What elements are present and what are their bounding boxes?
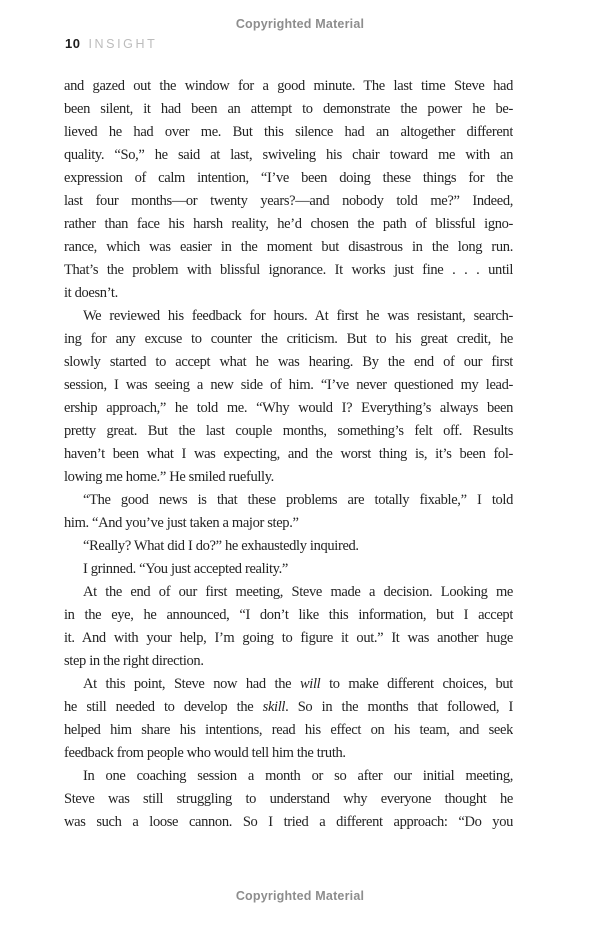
- text-line: I grinned. “You just accepted reality.”: [83, 561, 288, 577]
- text-line: quality. “So,” he said at last, swiveling his chair toward me with an: [64, 147, 513, 163]
- paragraph: [64, 75, 513, 305]
- paragraph: [64, 489, 513, 535]
- text-line: That’s the problem with blissful ignorance. It works just fine . . . until: [64, 262, 513, 278]
- text-line: it doesn’t.: [64, 285, 118, 301]
- text-line: step in the right direction.: [64, 653, 204, 669]
- text-line: In one coaching session a month or so after our initial meeting,: [83, 768, 513, 784]
- text-line: expression of calm intention, “I’ve been doing these things for the: [64, 170, 513, 186]
- text-line: We reviewed his feedback for hours. At first he was resistant, search-: [83, 308, 513, 324]
- text-line: feedback from people who would tell him the truth.: [64, 745, 346, 761]
- text-line: ership approach,” he told me. “Why would I? Everything’s always been: [64, 400, 513, 416]
- text-line: lieved he had over me. But this silence had an altogether different: [64, 124, 513, 140]
- text-line: pretty great. But the last couple months, something’s felt off. Results: [64, 423, 513, 439]
- text-line: At the end of our first meeting, Steve made a decision. Looking me: [83, 584, 513, 600]
- text-line: he still needed to develop the skill. So in the months that followed, I: [64, 699, 513, 715]
- paragraph: [64, 305, 513, 489]
- text-line: helped him share his intentions, read his effect on his team, and seek: [64, 722, 513, 738]
- text-line: “The good news is that these problems are totally fixable,” I told: [83, 492, 513, 508]
- text-line: been silent, it had been an attempt to demonstrate the power he be-: [64, 101, 513, 117]
- text-line: it. And with your help, I’m going to figure it out.” It was another huge: [64, 630, 513, 646]
- copyright-notice-top: Copyrighted Material: [235, 17, 365, 31]
- paragraph: [64, 558, 513, 581]
- running-header: [65, 36, 157, 51]
- paragraph: [64, 535, 513, 558]
- text-line: session, I was seeing a new side of him. “I’ve never questioned my lead-: [64, 377, 513, 393]
- running-title: INSIGHT: [88, 37, 158, 51]
- text-line: and gazed out the window for a good minute. The last time Steve had: [64, 78, 513, 94]
- text-line: ing for any excuse to counter the criticism. But to his great credit, he: [64, 331, 513, 347]
- text-line: slowly started to accept what he was hearing. By the end of our first: [64, 354, 513, 370]
- paragraph: [64, 673, 513, 765]
- text-line: him. “And you’ve just taken a major step.”: [64, 515, 299, 531]
- text-line: lowing me home.” He smiled ruefully.: [64, 469, 274, 485]
- paragraph: [64, 765, 513, 834]
- text-line: “Really? What did I do?” he exhaustedly inquired.: [83, 538, 359, 554]
- page-number: 10: [65, 36, 81, 51]
- text-line: in the eye, he announced, “I don’t like this information, but I accept: [64, 607, 513, 623]
- copyright-notice-bottom: Copyrighted Material: [235, 889, 365, 903]
- text-line: haven’t been what I was expecting, and the worst thing is, it’s been fol-: [64, 446, 513, 462]
- paragraph: [64, 581, 513, 673]
- text-block: [64, 75, 513, 834]
- text-line: was such a loose cannon. So I tried a different approach: “Do you: [64, 814, 513, 830]
- text-line: At this point, Steve now had the will to make different choices, but: [83, 676, 513, 692]
- text-line: rather than face his harsh reality, he’d chosen the path of blissful igno-: [64, 216, 513, 232]
- text-line: rance, which was easier in the moment but disastrous in the long run.: [64, 239, 513, 255]
- text-line: Steve was still struggling to understand why everyone thought he: [64, 791, 513, 807]
- text-line: last four months—or twenty years?—and nobody told me?” Indeed,: [64, 193, 513, 209]
